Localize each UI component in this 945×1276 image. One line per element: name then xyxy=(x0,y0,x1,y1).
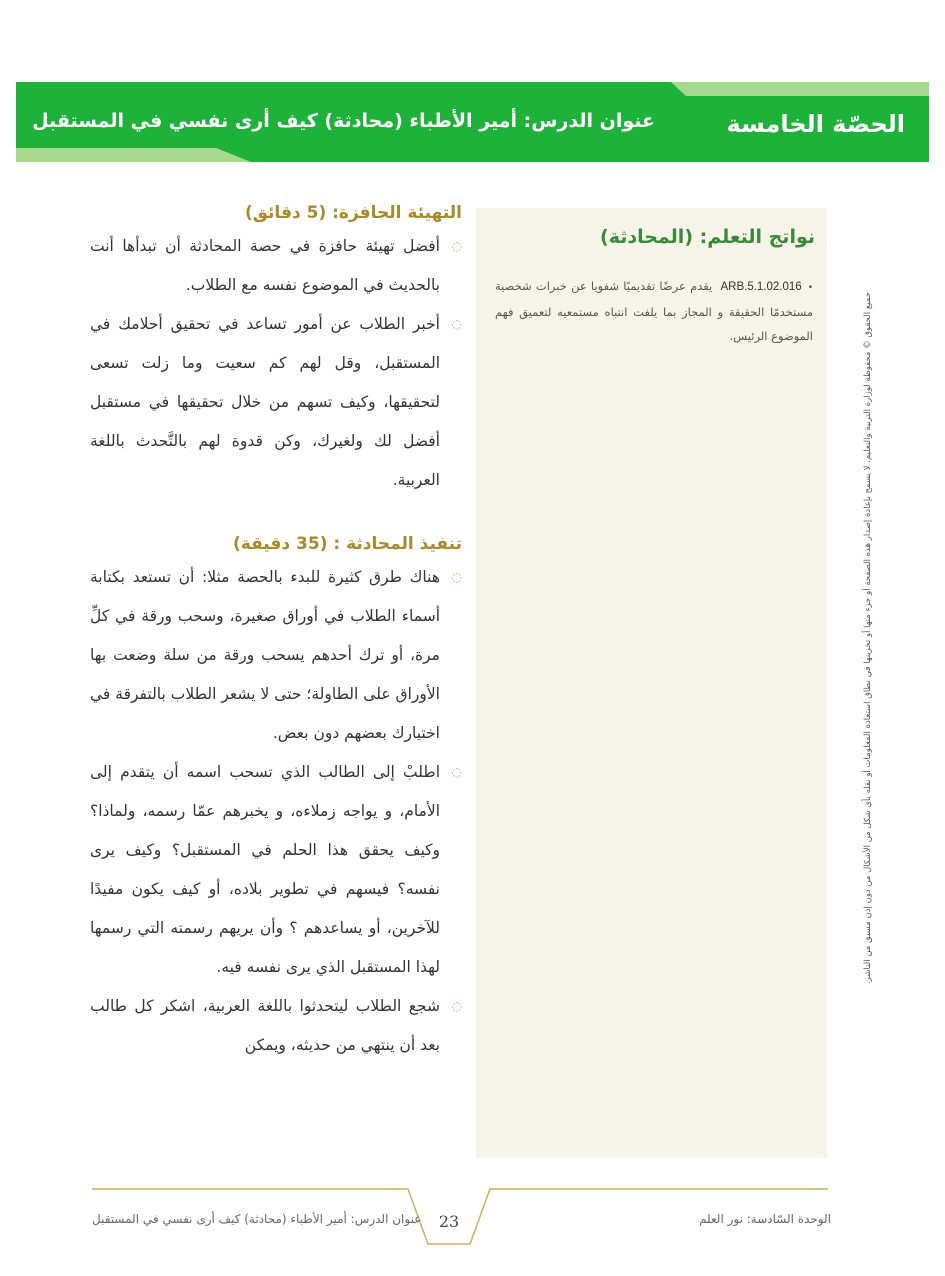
list-item xyxy=(90,305,462,500)
lesson-title: عنوان الدرس: أمير الأطباء (محادثة) كيف أرى نفسي في المستقبل xyxy=(32,110,655,132)
list-item-text: أفضل تهيئة حافزة في حصة المحادثة أن تبدأها أنت بالحديث في الموضوع نفسه مع الطلاب. xyxy=(90,237,440,294)
lesson-number-label: الحصّة الخامسة xyxy=(726,110,905,138)
list-item xyxy=(90,753,462,987)
circle-bullet-icon: ◌ xyxy=(451,570,462,584)
bullet-dot-icon: • xyxy=(807,283,813,293)
circle-bullet-icon: ◌ xyxy=(451,317,462,331)
list-item-text: اطلبْ إلى الطالب الذي تسحب اسمه أن يتقدم إلى الأمام، و يواجه زملاءه، و يخبرهم عمّا رسمه، ولماذا؟ وكيف يحقق هذا الحلم في المستقبل؟ وكيف يرى نفسه؟ فيسهم في تطوير بلاده، أو كيف يكون مفيدًا للآخرين، أو يساعدهم ؟ وأن يريهم رسمته التي رسمها لهذا المستقبل الذي يرى نفسه فيه. xyxy=(90,763,440,976)
learning-outcomes-panel xyxy=(476,208,827,1158)
execution-list xyxy=(90,558,462,1065)
footer-lesson-title: عنوان الدرس: أمير الأطباء (محادثة) كيف أرى نفسي في المستقبل xyxy=(92,1212,422,1226)
outcome-item xyxy=(495,274,813,348)
list-item xyxy=(90,987,462,1065)
outcome-code: ARB.5.1.02.016 xyxy=(720,281,802,293)
list-item xyxy=(90,558,462,753)
circle-bullet-icon: ◌ xyxy=(451,239,462,253)
execution-heading: تنفيذ المحادثة : (35 دقيقة) xyxy=(232,534,462,554)
learning-outcomes-title: نواتج التعلم: (المحادثة) xyxy=(600,226,815,248)
copyright-note xyxy=(862,291,874,985)
circle-bullet-icon: ◌ xyxy=(451,999,462,1013)
page-number: 23 xyxy=(438,1212,460,1231)
copyright-text: جميع الحقوق © محفوظة لوزارة التربية والتعليم. لا يسمح بإعادة إصدار هذه الصفحة أو جزء منها أو تخزينها في نطاق استعادة المعلومات أو نقله بأي شكل من الأشكال من دون إذن مسبق من الناشر. xyxy=(863,291,873,985)
list-item-text: أخبر الطلاب عن أمور تساعد في تحقيق أحلامك في المستقبل، وقل لهم كم سعيت وما زلت تسعى لتحقيقها، وكيف تسهم من خلال تحقيقها في مستقبل أفضل لك ولغيرك، وكن قدوة لهم بالتَّحدث باللغة العربية. xyxy=(90,315,440,489)
list-item-text: هناك طرق كثيرة للبدء بالحصة مثلا: أن تستعد بكتابة أسماء الطلاب في أوراق صغيرة، وسحب ورقة في كلِّ مرة، أو ترك أحدهم يسحب ورقة من سلة وضعت بها الأوراق على الطاولة؛ حتى لا يشعر الطلاب بالتفرقة في اختيارك بعضهم دون بعض. xyxy=(90,568,440,742)
footer-line xyxy=(0,1188,945,1276)
warmup-heading: التهيئة الحافزة: (5 دقائق) xyxy=(244,203,462,223)
circle-bullet-icon: ◌ xyxy=(451,765,462,779)
main-content xyxy=(90,203,462,1065)
warmup-list xyxy=(90,227,462,500)
page-footer xyxy=(0,1188,945,1276)
unit-title: الوحدة السّادسة: نور العلم xyxy=(699,1212,831,1226)
list-item-text: شجع الطلاب ليتحدثوا باللغة العربية، اشكر كل طالب بعد أن ينتهي من حديثه، ويمكن xyxy=(90,997,440,1054)
list-item xyxy=(90,227,462,305)
outcome-text: يقدم عرضًا تقديميًا شفويا عن خبرات شخصية مستخدمًا الحقيقة و المجاز بما يلفت انتباه مستمعيه لتعميق فهم الموضوع الرئيس. xyxy=(495,279,813,343)
